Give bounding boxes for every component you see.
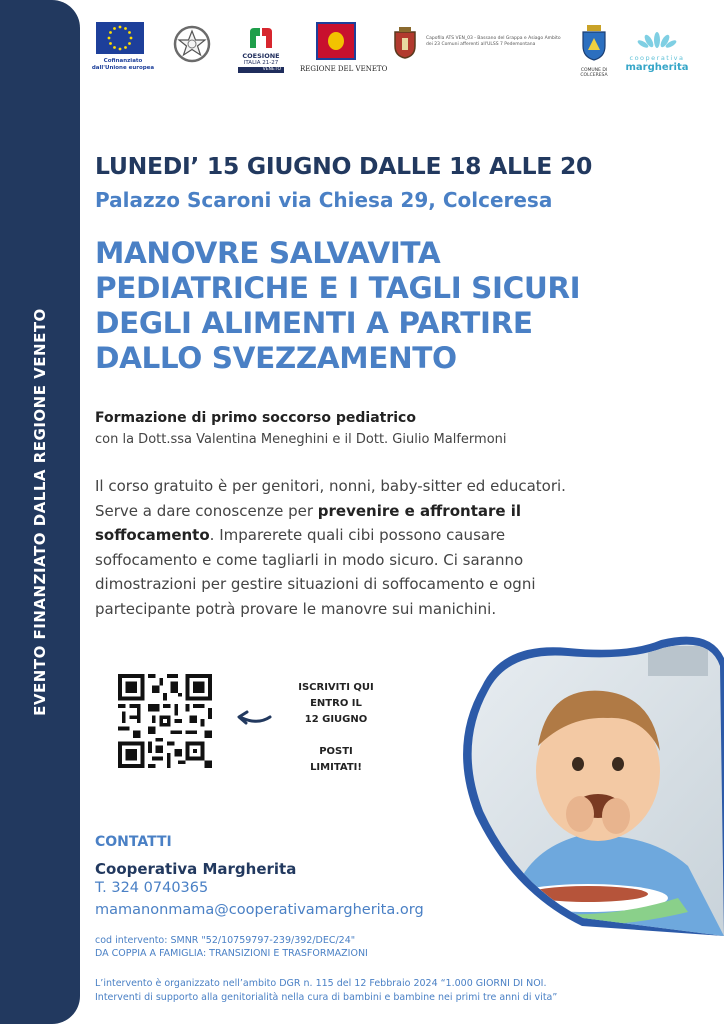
desc-line: dimostrazioni per gestire situazioni di soffocamento e ogni [95, 575, 536, 593]
desc-bold: prevenire e affrontare il [317, 501, 522, 520]
sidebar-band [0, 0, 80, 1024]
footer-line: Interventi di supporto alla genitorialità nella cura di bambini e bambine nei primi tre anni di vita” [95, 992, 558, 1003]
desc-text: Serve a dare conoscenze per [95, 501, 318, 520]
logos-row [91, 22, 694, 82]
desc-line [95, 499, 710, 524]
contacts-heading: CONTATTI [95, 834, 172, 850]
regione-veneto-logo [300, 22, 388, 78]
registration-line: ENTRO IL [310, 698, 362, 709]
intervention-code [95, 934, 368, 960]
footer-line: L’intervento è organizzato nell’ambito DGR n. 115 del 12 Febbraio 2024 “1.000 GIORNI DI NOI. [95, 978, 547, 989]
event-title-line: DALLO SVEZZAMENTO [95, 341, 457, 375]
event-title-line: DEGLI ALIMENTI A PARTIRE [95, 306, 533, 340]
contact-email[interactable]: mamanonmama@cooperativamargherita.org [95, 902, 424, 918]
desc-line: soffocamento e come tagliarli in modo sicuro. Ci saranno [95, 550, 524, 569]
course-teachers: con la Dott.ssa Valentina Meneghini e il Dott. Giulio Malfermoni [95, 432, 507, 447]
eu-flag-logo [96, 22, 144, 54]
desc-bold: soffocamento [95, 526, 210, 544]
event-title [95, 236, 710, 376]
coesione-title: COESIONE [242, 52, 280, 60]
desc-line: Il corso gratuito è per genitori, nonni, baby-sitter ed educatori. [95, 477, 566, 495]
desc-text: . Imparerete quali cibi possono causare [209, 526, 506, 544]
margherita-logo-big: margherita [625, 62, 689, 73]
event-title-line: PEDIATRICHE E I TAGLI SICURI [95, 271, 581, 305]
contact-phone[interactable]: T. 324 0740365 [95, 880, 209, 896]
curved-arrow-left-icon [234, 707, 274, 727]
registration-line: 12 GIUGNO [304, 714, 368, 725]
course-subtitle: Formazione di primo soccorso pediatrico [95, 410, 416, 426]
sidebar-funding-text: EVENTO FINANZIATO DALLA REGIONE VENETO [31, 308, 49, 716]
colceresa-crest-icon [578, 24, 610, 62]
event-place: Palazzo Scaroni via Chiesa 29, Colceresa [95, 188, 553, 212]
margherita-logo-small: cooperativa [629, 54, 685, 62]
flower-icon [637, 26, 677, 48]
desc-line: partecipante potrà provare le manovre sui manichini. [95, 599, 497, 618]
registration-line: ISCRIVITI QUI [298, 682, 374, 693]
course-description [95, 474, 710, 621]
registration-line: LIMITATI! [310, 762, 362, 773]
coesione-italia-logo [238, 26, 284, 76]
desc-line [95, 523, 710, 548]
colceresa-caption: COMUNE DI COLCERESA [580, 68, 608, 78]
registration-note [286, 680, 386, 776]
cooperativa-margherita-logo [624, 26, 690, 76]
code-line: cod intervento: SMNR "52/10759797-239/392/DEC/24" [95, 935, 356, 946]
contact-organization: Cooperativa Margherita [95, 860, 297, 878]
comune-colceresa-logo [578, 24, 610, 80]
eu-stars-icon [105, 23, 135, 53]
coesione-mark-icon [246, 26, 276, 50]
registration-line: POSTI [319, 746, 353, 757]
veneto-lion-shield-icon [316, 22, 356, 60]
eu-caption: Cofinanziato dall'Unione europea [91, 58, 155, 71]
footer-note [95, 977, 705, 1005]
code-line: DA COPPIA A FAMIGLIA: TRANSIZIONI E TRASFORMAZIONI [95, 948, 368, 959]
italian-republic-emblem-icon [172, 24, 212, 64]
coesione-subtitle: ITALIA 21-27 [243, 60, 279, 66]
ats-crest-icon [390, 26, 420, 60]
registration-qr-code[interactable] [118, 674, 212, 768]
event-date: LUNEDI’ 15 GIUGNO DALLE 18 ALLE 20 [95, 152, 593, 180]
coesione-region: VENETO [238, 67, 284, 73]
ats-caption: Capofila ATS VEN_03 - Bassano del Grappa e Asiago Ambito dei 23 Comuni afferenti all'ULSS 7 Pedemontana [426, 36, 561, 47]
baby-photo [448, 636, 724, 936]
event-title-line: MANOVRE SALVAVITA [95, 236, 441, 270]
veneto-caption: REGIONE DEL VENETO [300, 65, 388, 73]
